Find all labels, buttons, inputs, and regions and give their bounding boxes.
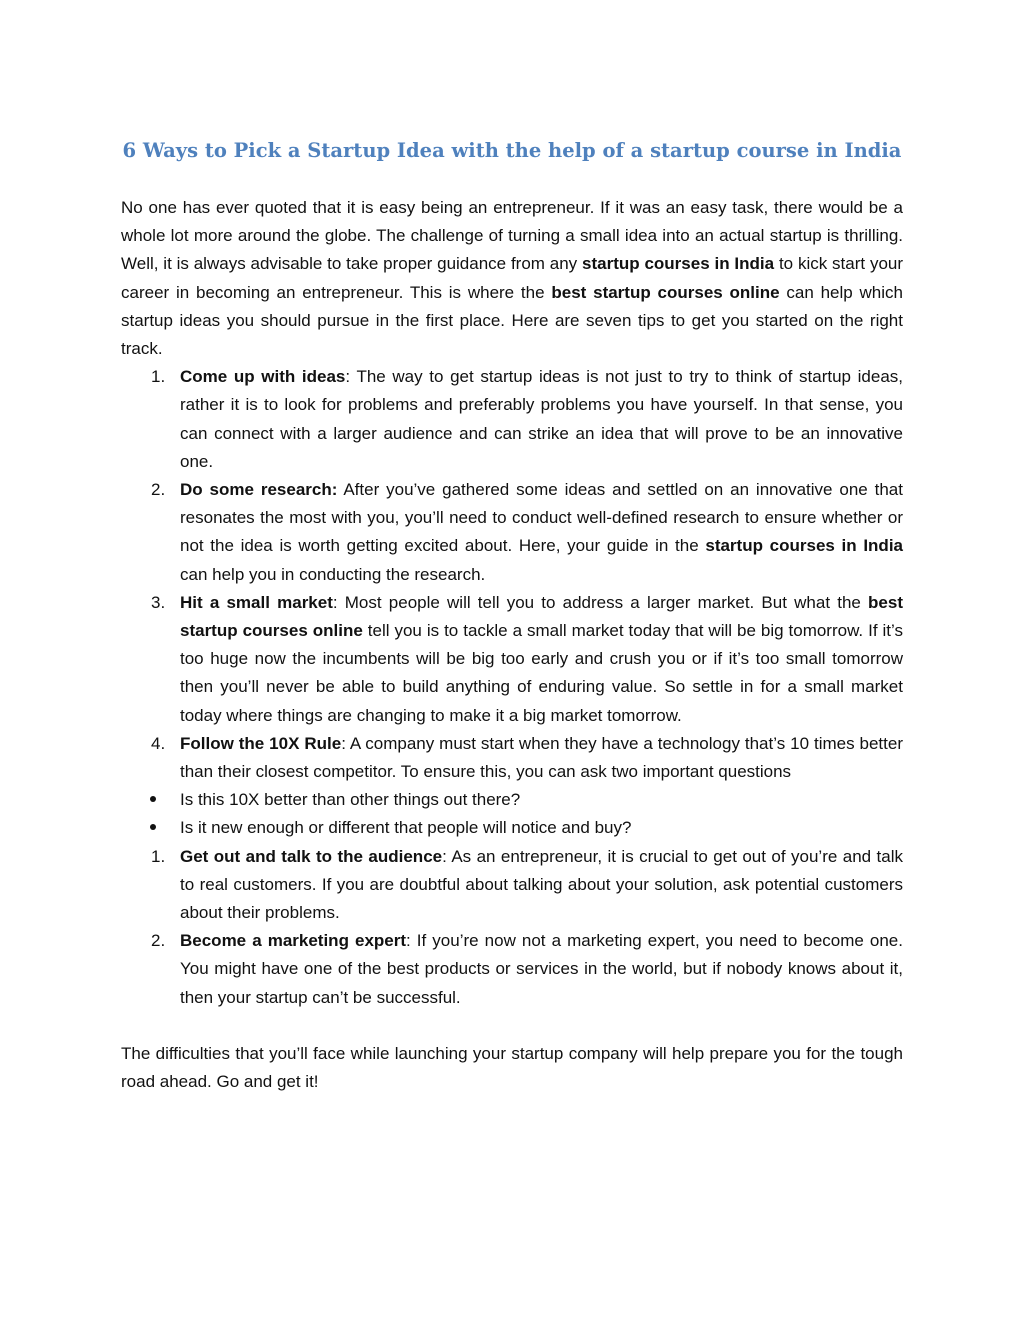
list-number: 1.	[151, 846, 166, 866]
bullet-item	[121, 814, 903, 842]
list-item-heading: Hit a small market	[180, 592, 333, 612]
list-item-get-out-and-talk	[121, 843, 903, 928]
list-item-text: tell you is to tackle a small market today that will be big tomorrow. If it’s too huge now the incumbents will be big too early and crush you or if it’s too small tomorrow then you’ll never be able to build anything of enduring value. So settle in for a small market today where things are changing to make it a big market tomorrow.	[180, 621, 903, 725]
list-item-text: : A company must start when they have a technology that’s 10 times better than their closest competitor. To ensure this, you can ask two important questions	[180, 733, 903, 782]
intro-bold-startup-courses-india: startup courses in India	[582, 254, 775, 274]
list-item-text: : The way to get startup ideas is not just to try to think of startup ideas, rather it is to look for problems and preferably problems you have yourself. In that sense, you can connect with a larger audience and can strike an idea that will prove to be an innovative one.	[180, 367, 903, 471]
list-number: 4.	[151, 733, 166, 753]
list-item-heading: Become a marketing expert	[180, 931, 407, 951]
list-item-heading: Get out and talk to the audience	[180, 846, 443, 866]
list-item-text: : If you’re now not a marketing expert, you need to become one. You might have one of the best products or services in the world, but if nobody knows about it, then your startup can’t be successful.	[180, 931, 903, 1007]
list-number: 2.	[151, 931, 166, 951]
bullet-dot-icon	[150, 786, 162, 814]
intro-paragraph	[121, 194, 903, 363]
list-item-bold-link: startup courses in India	[705, 536, 903, 556]
list-item-do-some-research	[121, 476, 903, 589]
bullet-text: Is this 10X better than other things out there?	[180, 790, 521, 810]
intro-text-3: can help which startup ideas you should pursue in the first place. Here are seven tips to get you started on the right track.	[121, 282, 903, 359]
closing-paragraph: The difficulties that you’ll face while launching your startup company will help prepare you for the tough road ahead. Go and get it!	[121, 1044, 903, 1092]
list-item-text: can help you in conducting the research.	[180, 564, 486, 584]
list-number: 2.	[151, 480, 166, 500]
list-item-hit-a-small-market	[121, 589, 903, 730]
list-number: 3.	[151, 592, 166, 612]
bullet-item	[121, 786, 903, 814]
bullet-text: Is it new enough or different that people will notice and buy?	[180, 818, 632, 838]
intro-text-2: to kick start your career in becoming an entrepreneur. This is where the	[121, 254, 904, 302]
list-item-text: After you’ve gathered some ideas and settled on an innovative one that resonates the most with you, you’ll need to conduct well-defined research to ensure whether or not the idea is worth getting excited about. Here, your guide in the	[180, 480, 903, 556]
list-item-heading: Do some research:	[180, 480, 338, 500]
bullet-dot-icon	[150, 814, 162, 842]
intro-text-1: No one has ever quoted that it is easy being an entrepreneur. If it was an easy task, there would be a whole lot more around the globe. The challenge of turning a small idea into an actual startup is thrilling. Well, it is always advisable to take proper guidance from any	[121, 198, 903, 274]
list-item-text: : Most people will tell you to address a larger market. But what the	[332, 592, 869, 612]
list-item-come-up-with-ideas	[121, 363, 903, 476]
intro-bold-best-startup-courses-online: best startup courses online	[551, 282, 780, 302]
list-item-follow-the-10x-rule	[121, 730, 903, 786]
page-title: 6 Ways to Pick a Startup Idea with the help of a startup course in India	[122, 139, 902, 162]
list-number: 1.	[151, 367, 166, 387]
document-body	[121, 194, 903, 1096]
list-item-heading: Come up with ideas	[180, 367, 346, 387]
list-item-text: : As an entrepreneur, it is crucial to get out of you’re and talk to real customers. If you are doubtful about talking about your solution, ask potential customers about their problems.	[180, 846, 903, 923]
list-item-bold-link: best startup courses online	[180, 592, 903, 641]
list-item-become-a-marketing-expert	[121, 927, 903, 1012]
list-item-heading: Follow the 10X Rule	[180, 733, 342, 753]
